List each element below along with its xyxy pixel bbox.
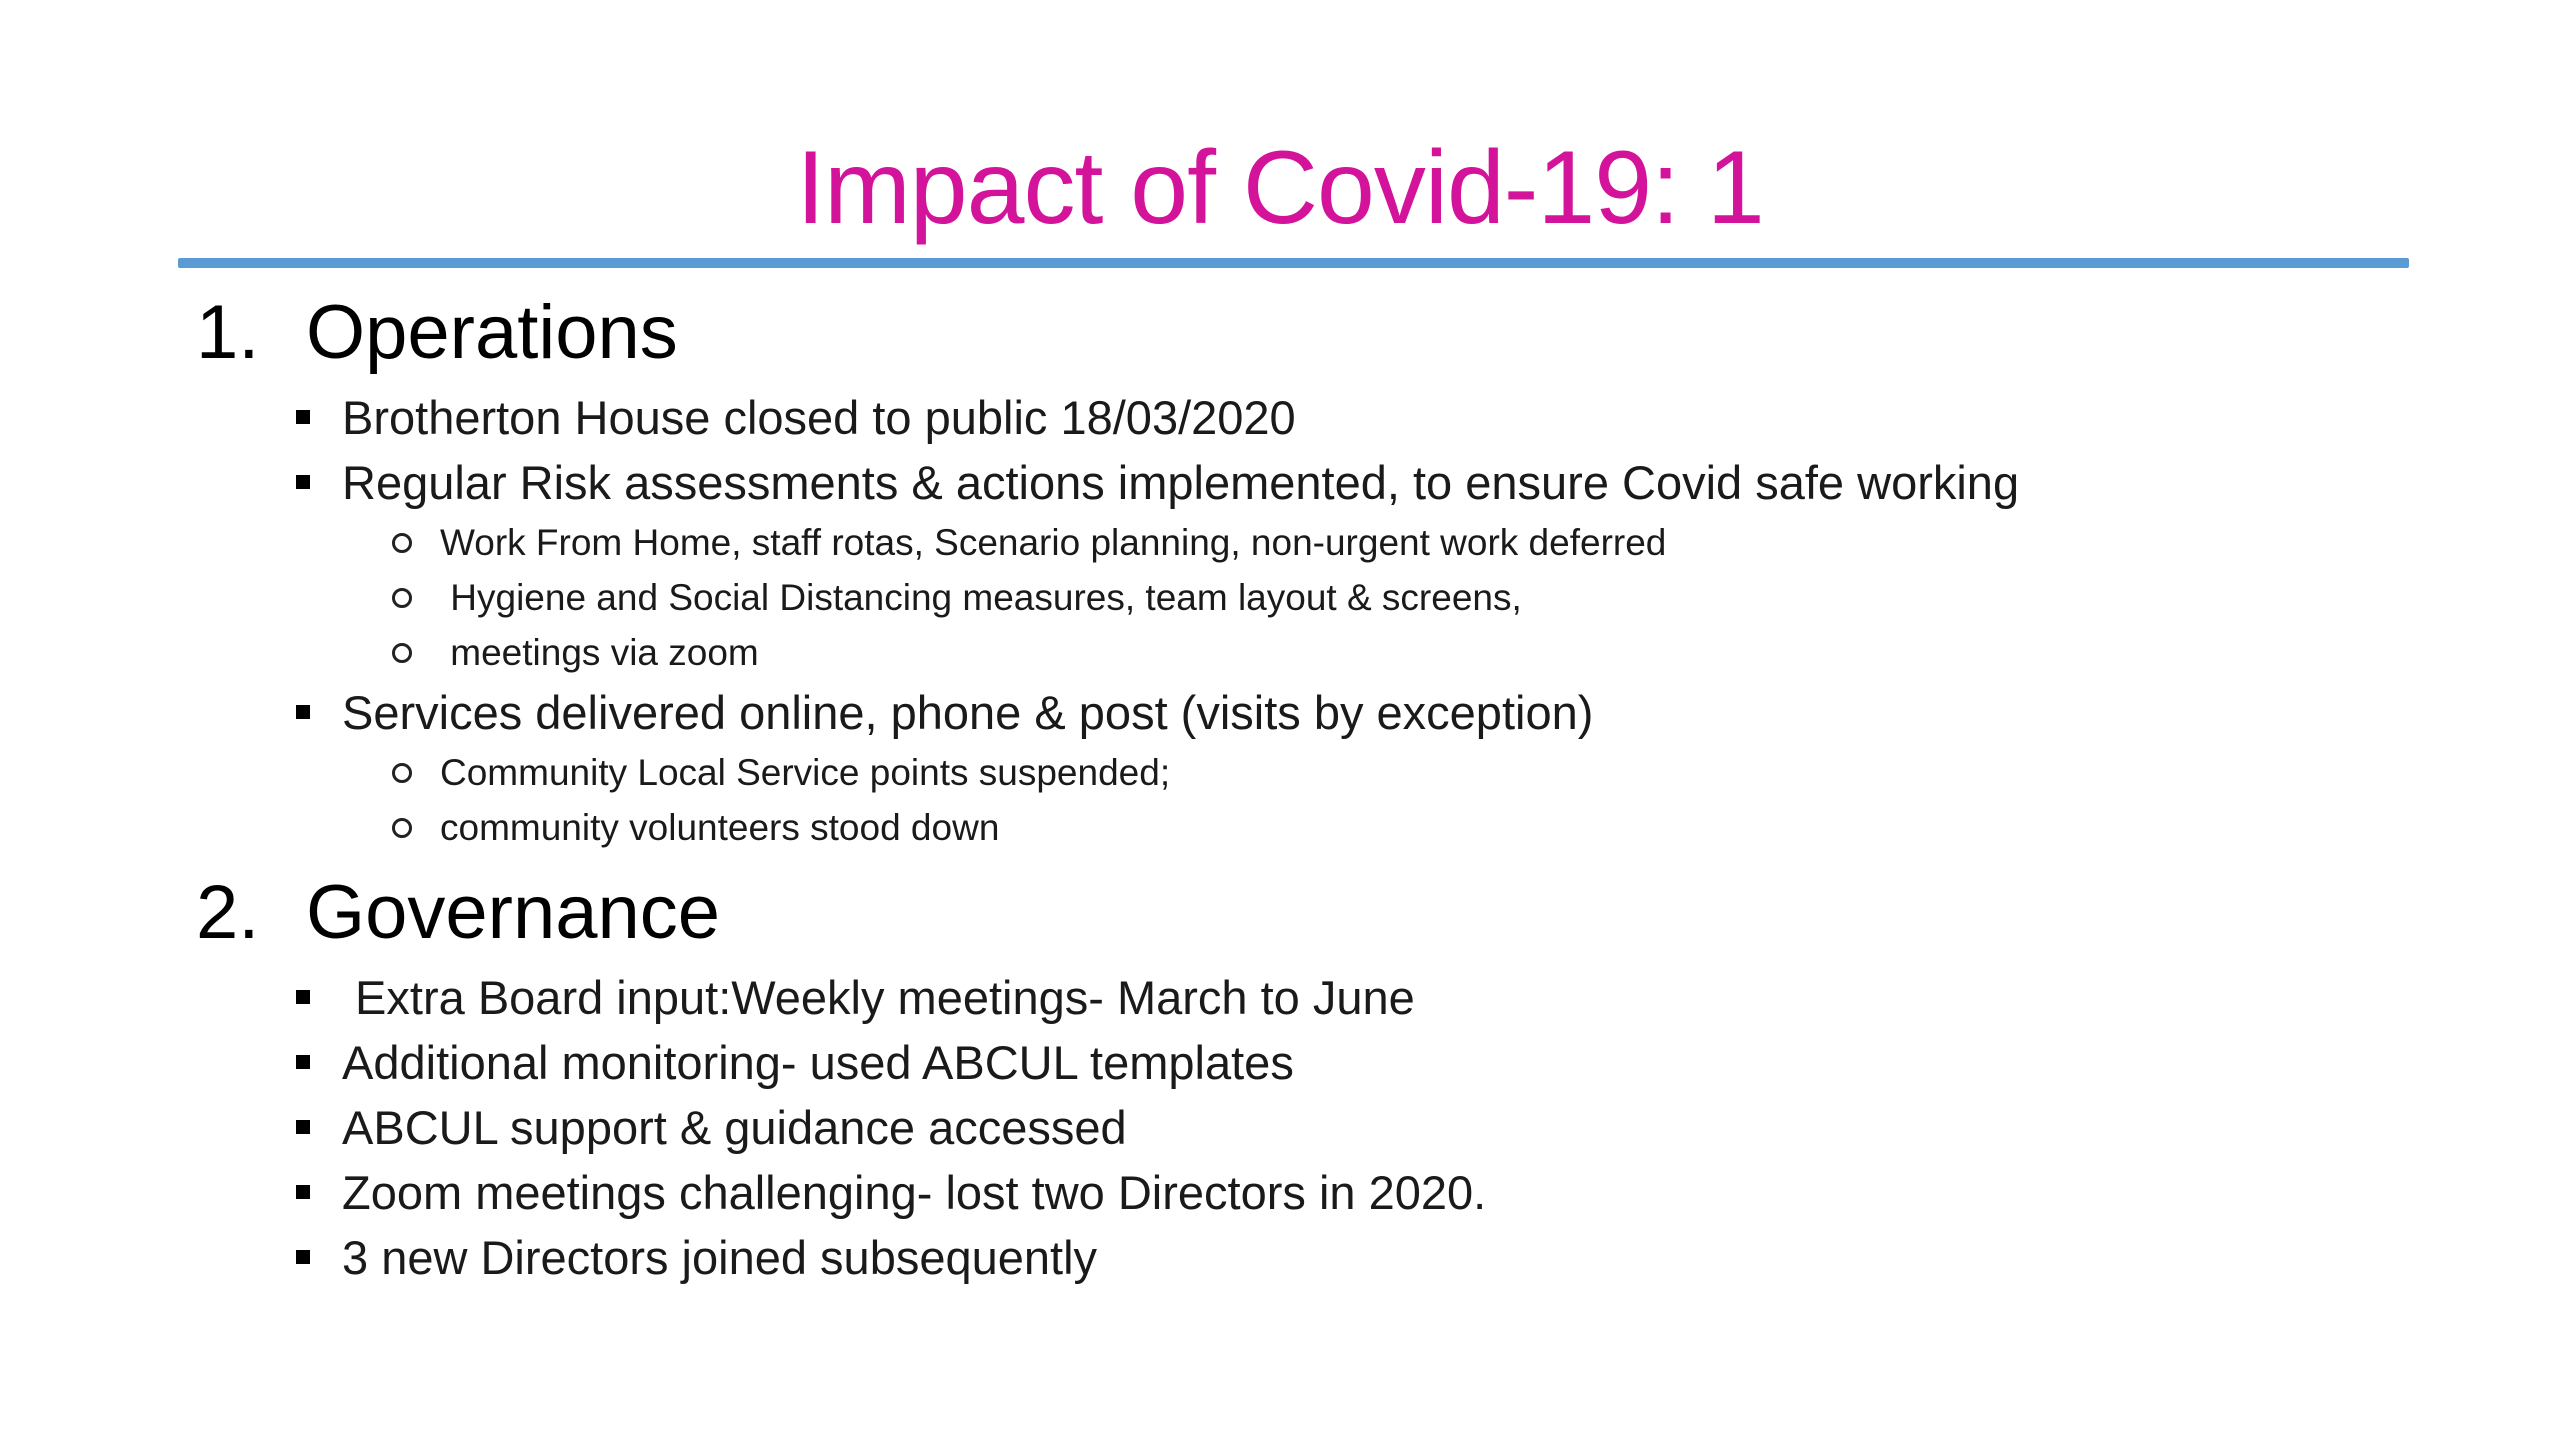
bullet-text: Services delivered online, phone & post (visits by exception) bbox=[342, 686, 1594, 739]
bullet-text: Brotherton House closed to public 18/03/2020 bbox=[342, 391, 1296, 444]
bullet-text: 3 new Directors joined subsequently bbox=[342, 1231, 1098, 1284]
section-heading-governance bbox=[196, 868, 720, 958]
sub-bullet-text: Work From Home, staff rotas, Scenario planning, non-urgent work deferred bbox=[440, 522, 1667, 563]
bullet-text: Extra Board input:Weekly meetings- March to June bbox=[342, 971, 1415, 1024]
square-bullet-icon bbox=[296, 1055, 310, 1069]
sub-bullet-text: meetings via zoom bbox=[440, 632, 759, 673]
section-title: Governance bbox=[306, 870, 721, 955]
section-title: Operations bbox=[306, 290, 678, 375]
bullet-text: Regular Risk assessments & actions implemented, to ensure Covid safe working bbox=[342, 456, 2020, 509]
hollow-circle-bullet-icon bbox=[392, 533, 412, 553]
slide-title: Impact of Covid-19: 1 bbox=[796, 130, 1764, 246]
hollow-circle-bullet-icon bbox=[392, 588, 412, 608]
bullet-text: ABCUL support & guidance accessed bbox=[342, 1101, 1127, 1154]
bullet-text: Zoom meetings challenging- lost two Directors in 2020. bbox=[342, 1166, 1487, 1219]
square-bullet-icon bbox=[296, 1250, 310, 1264]
square-bullet-icon bbox=[296, 410, 310, 424]
section-number: 2. bbox=[196, 870, 260, 955]
square-bullet-icon bbox=[296, 990, 310, 1004]
hollow-circle-bullet-icon bbox=[392, 643, 412, 663]
section-number: 1. bbox=[196, 290, 260, 375]
square-bullet-icon bbox=[296, 1185, 310, 1199]
section-heading-operations bbox=[196, 288, 678, 378]
sub-bullet-text: community volunteers stood down bbox=[440, 807, 1000, 848]
square-bullet-icon bbox=[296, 1120, 310, 1134]
title-divider bbox=[178, 258, 2409, 268]
bullet-text: Additional monitoring- used ABCUL templates bbox=[342, 1036, 1294, 1089]
sub-bullet-text: Hygiene and Social Distancing measures, team layout & screens, bbox=[440, 577, 1522, 618]
hollow-circle-bullet-icon bbox=[392, 818, 412, 838]
sub-bullet-text: Community Local Service points suspended; bbox=[440, 752, 1171, 793]
square-bullet-icon bbox=[296, 705, 310, 719]
hollow-circle-bullet-icon bbox=[392, 763, 412, 783]
square-bullet-icon bbox=[296, 475, 310, 489]
